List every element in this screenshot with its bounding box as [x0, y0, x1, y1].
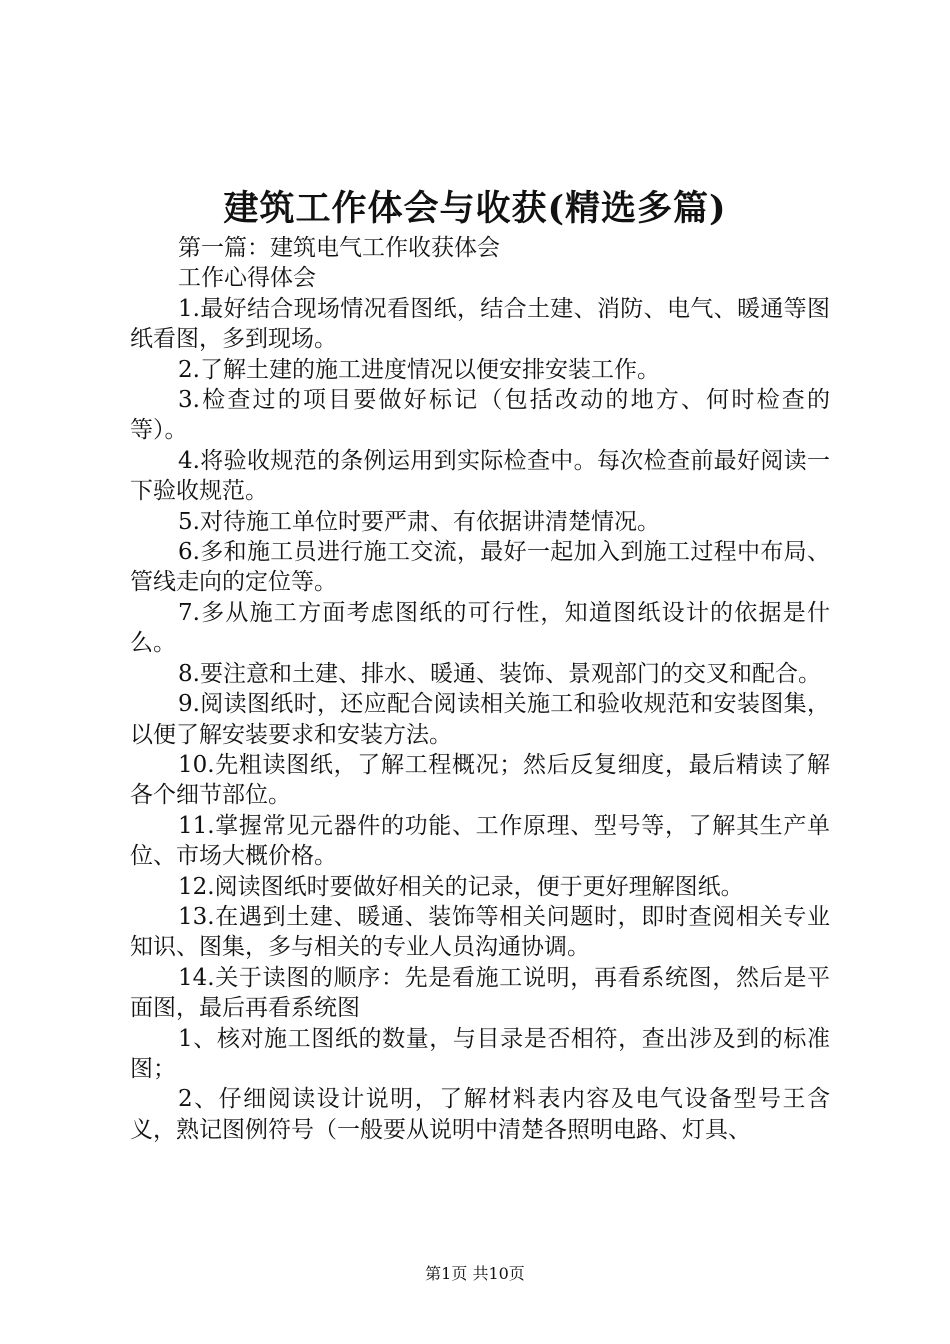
- paragraph: 3.检查过的项目要做好标记（包括改动的地方、何时检查的等）。: [130, 387, 830, 444]
- paragraph: 6.多和施工员进行施工交流，最好一起加入到施工过程中布局、管线走向的定位等。: [130, 539, 830, 596]
- paragraph: 第一篇：建筑电气工作收获体会: [178, 235, 500, 261]
- page-footer: 第1页 共10页: [425, 1264, 525, 1283]
- paragraph: 10.先粗读图纸，了解工程概况；然后反复细度，最后精读了解各个细节部位。: [130, 751, 830, 809]
- paragraph: 12.阅读图纸时要做好相关的记录，便于更好理解图纸。: [178, 873, 744, 900]
- paragraph: 13.在遇到土建、暖通、装饰等相关问题时，即时查阅相关专业知识、图集，多与相关的专业人员沟通协调。: [130, 903, 830, 961]
- document-body: [130, 233, 830, 1145]
- document-title: 建筑工作体会与收获(精选多篇): [223, 188, 727, 229]
- paragraph: 2、仔细阅读设计说明，了解材料表内容及电气设备型号王含义，熟记图例符号（一般要从说明中清楚各照明电路、灯具、: [130, 1086, 830, 1143]
- paragraph: 8.要注意和土建、排水、暖通、装饰、景观部门的交叉和配合。: [178, 660, 821, 687]
- paragraph: 工作心得体会: [178, 265, 316, 292]
- paragraph: 1.最好结合现场情况看图纸，结合土建、消防、电气、暖通等图纸看图，多到现场。: [130, 295, 830, 353]
- paragraph: 7.多从施工方面考虑图纸的可行性，知道图纸设计的依据是什么。: [130, 599, 830, 657]
- paragraph: 14.关于读图的顺序：先是看施工说明，再看系统图，然后是平面图，最后再看系统图: [130, 964, 830, 1022]
- paragraph: 11.掌握常见元器件的功能、工作原理、型号等，了解其生产单位、市场大概价格。: [130, 812, 830, 870]
- paragraph: 9.阅读图纸时，还应配合阅读相关施工和验收规范和安装图集，以便了解安装要求和安装方法。: [130, 691, 830, 748]
- paragraph: 4.将验收规范的条例运用到实际检查中。每次检查前最好阅读一下验收规范。: [130, 447, 830, 505]
- paragraph: 1、核对施工图纸的数量，与目录是否相符，查出涉及到的标准图；: [130, 1025, 830, 1082]
- paragraph: 2.了解土建的施工进度情况以便安排安装工作。: [178, 356, 660, 383]
- paragraph: 5.对待施工单位时要严肃、有依据讲清楚情况。: [178, 508, 660, 535]
